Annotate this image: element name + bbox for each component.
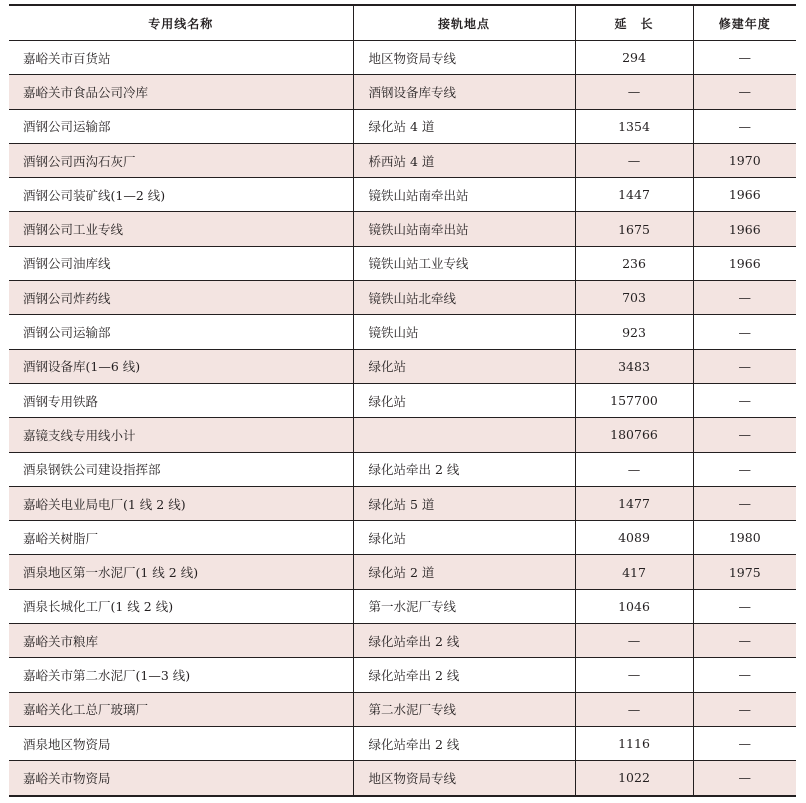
cell-length: 3483	[575, 349, 693, 383]
table-row	[9, 486, 796, 520]
cell-junction-location: 绿化站牵出 2 线	[353, 624, 575, 658]
table-row	[9, 109, 796, 143]
cell-siding-name: 酒钢公司运输部	[9, 315, 353, 349]
header-siding-name: 专用线名称	[9, 5, 353, 41]
table-row	[9, 761, 796, 796]
cell-length: 923	[575, 315, 693, 349]
cell-build-year: —	[693, 109, 796, 143]
cell-build-year: —	[693, 315, 796, 349]
table-header	[9, 5, 796, 41]
cell-junction-location: 绿化站牵出 2 线	[353, 726, 575, 760]
cell-length: 180766	[575, 418, 693, 452]
table-row	[9, 692, 796, 726]
cell-junction-location: 镜铁山站	[353, 315, 575, 349]
cell-junction-location: 镜铁山站南牵出站	[353, 178, 575, 212]
railway-siding-table	[9, 4, 796, 797]
cell-siding-name: 酒钢公司西沟石灰厂	[9, 143, 353, 177]
cell-siding-name: 嘉峪关市物资局	[9, 761, 353, 796]
cell-siding-name: 酒泉钢铁公司建设指挥部	[9, 452, 353, 486]
cell-junction-location: 绿化站牵出 2 线	[353, 658, 575, 692]
header-build-year: 修建年度	[693, 5, 796, 41]
cell-build-year: —	[693, 452, 796, 486]
cell-length: —	[575, 658, 693, 692]
cell-length: —	[575, 143, 693, 177]
cell-siding-name: 嘉峪关化工总厂玻璃厂	[9, 692, 353, 726]
cell-length: 1022	[575, 761, 693, 796]
cell-build-year: 1975	[693, 555, 796, 589]
cell-junction-location: 镜铁山站南牵出站	[353, 212, 575, 246]
cell-siding-name: 酒钢公司装矿线(1—2 线)	[9, 178, 353, 212]
cell-length: 294	[575, 41, 693, 75]
cell-siding-name: 嘉峪关市食品公司冷库	[9, 75, 353, 109]
cell-junction-location: 第二水泥厂专线	[353, 692, 575, 726]
table-row	[9, 281, 796, 315]
cell-siding-name: 嘉峪关市百货站	[9, 41, 353, 75]
table-row	[9, 589, 796, 623]
table-row	[9, 246, 796, 280]
cell-build-year: —	[693, 658, 796, 692]
cell-junction-location: 绿化站	[353, 349, 575, 383]
cell-build-year: —	[693, 383, 796, 417]
header-junction-location: 接轨地点	[353, 5, 575, 41]
table-row	[9, 178, 796, 212]
table-row	[9, 726, 796, 760]
cell-build-year: 1966	[693, 212, 796, 246]
cell-siding-name: 酒钢公司炸药线	[9, 281, 353, 315]
cell-junction-location: 绿化站 2 道	[353, 555, 575, 589]
cell-length: 1116	[575, 726, 693, 760]
header-row	[9, 5, 796, 41]
cell-junction-location: 绿化站 4 道	[353, 109, 575, 143]
cell-siding-name: 酒钢公司工业专线	[9, 212, 353, 246]
cell-length: 703	[575, 281, 693, 315]
cell-build-year: —	[693, 589, 796, 623]
cell-length: —	[575, 624, 693, 658]
cell-siding-name: 酒钢公司油库线	[9, 246, 353, 280]
cell-siding-name: 酒钢专用铁路	[9, 383, 353, 417]
cell-siding-name: 酒泉地区第一水泥厂(1 线 2 线)	[9, 555, 353, 589]
cell-junction-location: 绿化站 5 道	[353, 486, 575, 520]
cell-siding-name: 嘉峪关市第二水泥厂(1—3 线)	[9, 658, 353, 692]
cell-build-year: —	[693, 726, 796, 760]
cell-length: —	[575, 452, 693, 486]
cell-junction-location: 桥西站 4 道	[353, 143, 575, 177]
cell-length: 1046	[575, 589, 693, 623]
table-row	[9, 143, 796, 177]
cell-junction-location: 镜铁山站北牵线	[353, 281, 575, 315]
cell-length: 417	[575, 555, 693, 589]
cell-length: —	[575, 75, 693, 109]
table-row	[9, 418, 796, 452]
table-row	[9, 658, 796, 692]
table-row	[9, 452, 796, 486]
cell-junction-location	[353, 418, 575, 452]
cell-junction-location: 绿化站	[353, 383, 575, 417]
cell-siding-name: 嘉峪关市粮库	[9, 624, 353, 658]
table-row	[9, 212, 796, 246]
cell-length: 1447	[575, 178, 693, 212]
cell-siding-name: 酒泉长城化工厂(1 线 2 线)	[9, 589, 353, 623]
table-row	[9, 349, 796, 383]
cell-build-year: —	[693, 486, 796, 520]
table-row	[9, 383, 796, 417]
cell-junction-location: 镜铁山站工业专线	[353, 246, 575, 280]
railway-siding-table-container	[9, 4, 796, 797]
header-length: 延 长	[575, 5, 693, 41]
cell-build-year: —	[693, 761, 796, 796]
cell-siding-name: 酒钢设备库(1—6 线)	[9, 349, 353, 383]
cell-length: 1354	[575, 109, 693, 143]
cell-siding-name: 嘉峪关树脂厂	[9, 521, 353, 555]
cell-build-year: 1966	[693, 178, 796, 212]
cell-length: 4089	[575, 521, 693, 555]
table-body	[9, 41, 796, 796]
cell-build-year: —	[693, 418, 796, 452]
cell-siding-name: 酒泉地区物资局	[9, 726, 353, 760]
table-row	[9, 41, 796, 75]
cell-build-year: —	[693, 75, 796, 109]
cell-build-year: —	[693, 692, 796, 726]
cell-siding-name: 酒钢公司运输部	[9, 109, 353, 143]
cell-length: —	[575, 692, 693, 726]
cell-build-year: —	[693, 624, 796, 658]
table-row	[9, 521, 796, 555]
table-row	[9, 75, 796, 109]
cell-build-year: 1970	[693, 143, 796, 177]
cell-length: 157700	[575, 383, 693, 417]
cell-build-year: —	[693, 41, 796, 75]
cell-build-year: 1966	[693, 246, 796, 280]
cell-build-year: —	[693, 349, 796, 383]
cell-junction-location: 第一水泥厂专线	[353, 589, 575, 623]
table-row	[9, 555, 796, 589]
cell-junction-location: 绿化站牵出 2 线	[353, 452, 575, 486]
cell-build-year: —	[693, 281, 796, 315]
cell-siding-name: 嘉峪关电业局电厂(1 线 2 线)	[9, 486, 353, 520]
cell-length: 236	[575, 246, 693, 280]
cell-junction-location: 地区物资局专线	[353, 41, 575, 75]
cell-length: 1477	[575, 486, 693, 520]
cell-junction-location: 地区物资局专线	[353, 761, 575, 796]
cell-build-year: 1980	[693, 521, 796, 555]
cell-junction-location: 绿化站	[353, 521, 575, 555]
table-row	[9, 624, 796, 658]
cell-length: 1675	[575, 212, 693, 246]
cell-junction-location: 酒钢设备库专线	[353, 75, 575, 109]
table-row	[9, 315, 796, 349]
cell-siding-name: 嘉镜支线专用线小计	[9, 418, 353, 452]
